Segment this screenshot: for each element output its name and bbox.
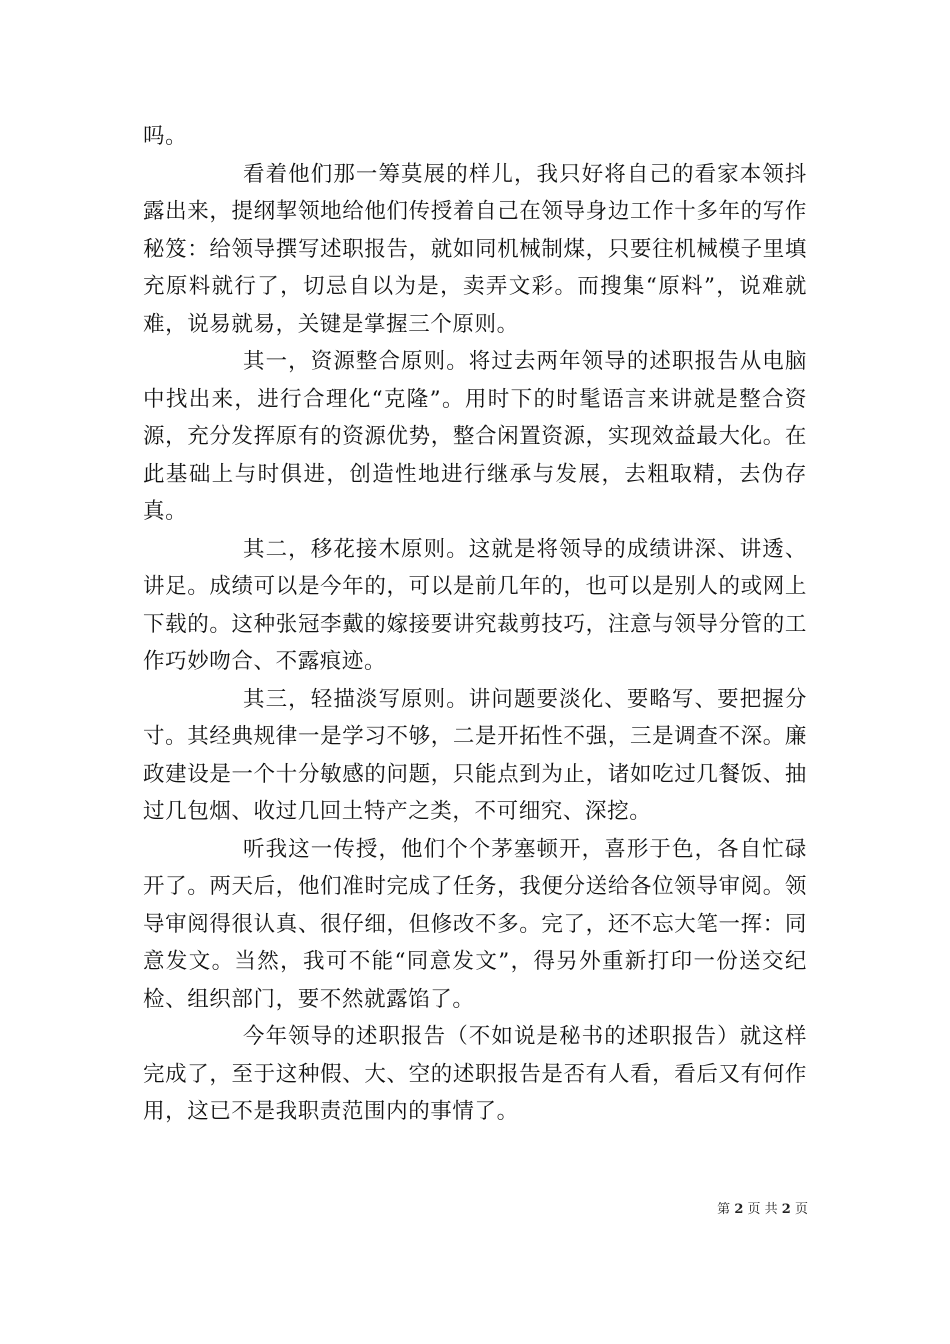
footer-prefix: 第 <box>717 1202 731 1217</box>
paragraph-principle-two: 其二，移花接木原则。这就是将领导的成绩讲深、讲透、讲足。成绩可以是今年的，可以是前几年的，也可以是别人的或网上下载的。这种张冠李戴的嫁接要讲究裁剪技巧，注意与领导分管的工作巧妙吻合、不露痕迹。 <box>143 536 807 674</box>
paragraph-principle-one: 其一，资源整合原则。将过去两年领导的述职报告从电脑中找出来，进行合理化“克隆”。用时下的时髦语言来讲就是整合资源，充分发挥原有的资源优势，整合闲置资源，实现效益最大化。在此基础上与时俱进，创造性地进行继承与发展，去粗取精，去伪存真。 <box>143 349 807 524</box>
footer-total-pages: 2 <box>781 1202 791 1217</box>
paragraph-continuation: 吗。 <box>143 124 188 149</box>
footer-middle: 页 共 <box>747 1202 778 1217</box>
paragraph-conclusion: 今年领导的述职报告（不如说是秘书的述职报告）就这样完成了，至于这种假、大、空的述职报告是否有人看，看后又有何作用，这已不是我职责范围内的事情了。 <box>143 1024 807 1124</box>
footer-suffix: 页 <box>794 1202 808 1217</box>
footer-current-page: 2 <box>734 1202 744 1217</box>
document-body <box>143 118 807 1131</box>
paragraph-teaching-intro: 看着他们那一筹莫展的样儿，我只好将自己的看家本领抖露出来，提纲挈领地给他们传授着自己在领导身边工作十多年的写作秘笈：给领导撰写述职报告，就如同机械制煤，只要往机械模子里填充原料就行了，切忌自以为是，卖弄文彩。而搜集“原料”，说难就难，说易就易，关键是掌握三个原则。 <box>143 161 807 337</box>
paragraph-outcome: 听我这一传授，他们个个茅塞顿开，喜形于色，各自忙碌开了。两天后，他们准时完成了任务，我便分送给各位领导审阅。领导审阅得很认真、很仔细，但修改不多。完了，还不忘大笔一挥：同意发文。当然，我可不能“同意发文”，得另外重新打印一份送交纪检、组织部门，要不然就露馅了。 <box>143 836 807 1012</box>
page-number-footer <box>690 1201 808 1219</box>
paragraph-principle-three: 其三，轻描淡写原则。讲问题要淡化、要略写、要把握分寸。其经典规律一是学习不够，二是开拓性不强，三是调查不深。廉政建设是一个十分敏感的问题，只能点到为止，诸如吃过几餐饭、抽过几包烟、收过几回土特产之类，不可细究、深挖。 <box>143 686 807 824</box>
